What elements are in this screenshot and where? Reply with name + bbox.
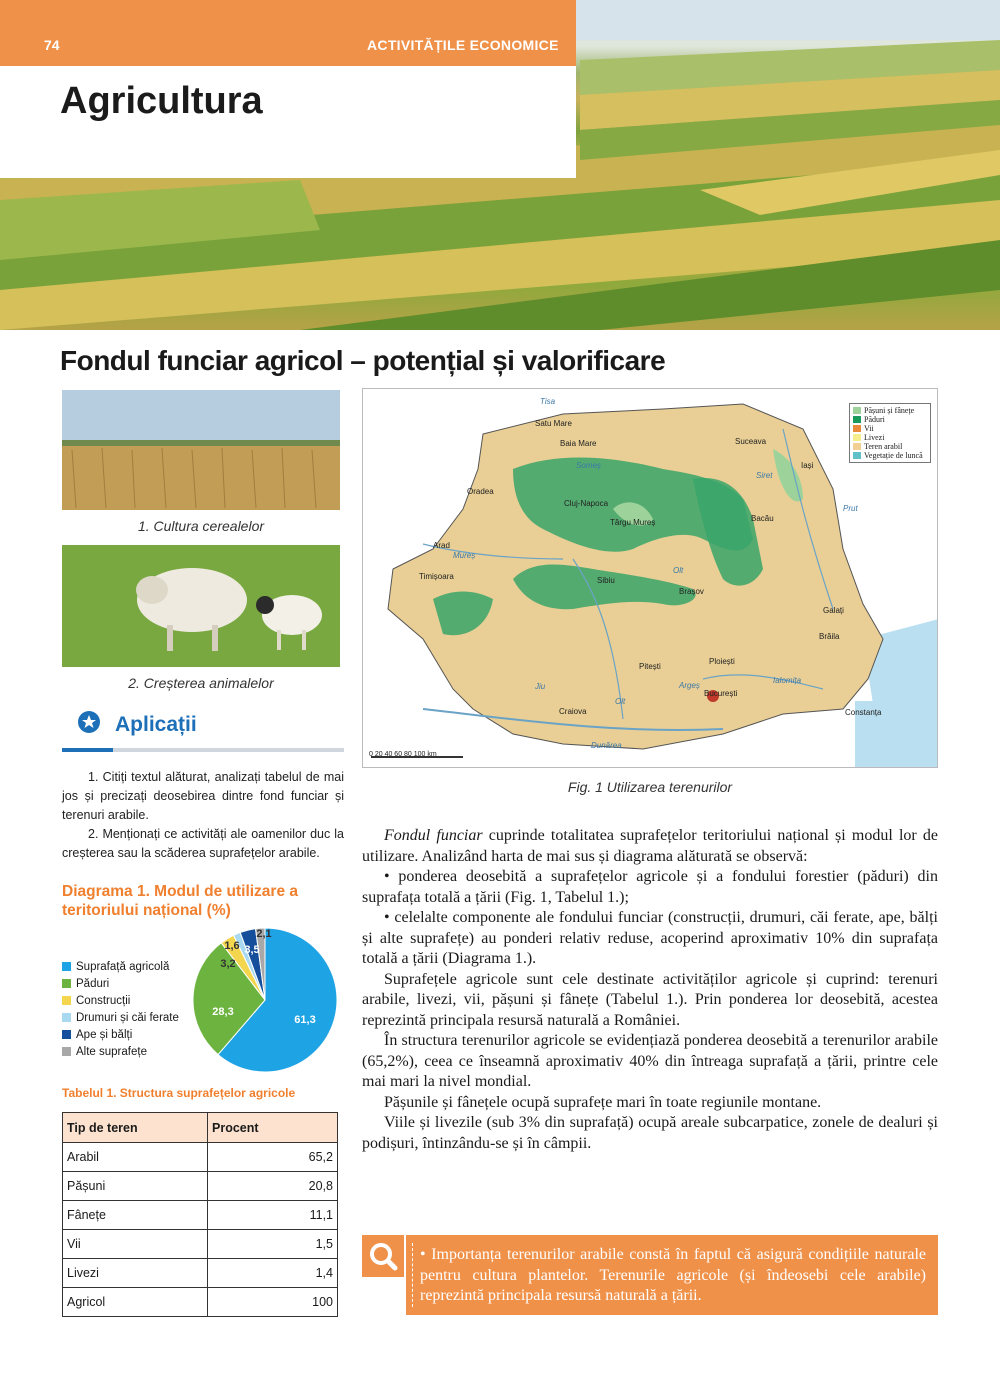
city-label: Constanța — [845, 708, 882, 717]
city-label: Târgu Mureș — [610, 518, 656, 527]
table-row — [63, 1143, 338, 1172]
paragraph-text: cuprinde totalitatea suprafețelor teritoriului național și modul lor de utilizare. Analizând harta de mai sus și diagrama alăturată se observă: — [362, 827, 938, 865]
river-label: Prut — [843, 504, 858, 513]
city-label: Timișoara — [419, 572, 454, 581]
table-cell: 11,1 — [208, 1201, 338, 1230]
table-cell: Fânețe — [63, 1201, 208, 1230]
legend-swatch — [62, 979, 71, 988]
map-legend-label: Vii — [864, 424, 874, 433]
legend-swatch — [62, 1047, 71, 1056]
table-cell: Pășuni — [63, 1172, 208, 1201]
agricultural-table — [62, 1112, 338, 1317]
table-title: Tabelul 1. Structura suprafețelor agricole — [62, 1086, 296, 1100]
table-cell: 1,5 — [208, 1230, 338, 1259]
table-cell: Vii — [63, 1230, 208, 1259]
map-legend-swatch — [853, 407, 861, 414]
paragraph: Suprafețele agricole sunt cele destinate activităților agricole și cuprind: terenuri arabile, livezi, vii, pășuni și fânețe (Tabelul 1.). Prin ponderea lor deosebită, acestea reprezintă principala resursă naturală a României. — [362, 970, 938, 1029]
map-legend — [849, 403, 931, 463]
aplicatii-questions — [62, 768, 344, 863]
paragraph: Pășunile și fânețele ocupă suprafețe mari în toate regiunile montane. — [384, 1093, 822, 1111]
river-label: Dunărea — [591, 741, 622, 750]
star-badge-icon — [78, 711, 100, 733]
table-row — [63, 1288, 338, 1317]
map-legend-item — [853, 451, 927, 460]
city-label: Suceava — [735, 437, 767, 446]
table-cell: Livezi — [63, 1259, 208, 1288]
river-label: Mureș — [453, 551, 476, 560]
pie-value-label: 61,3 — [294, 1014, 316, 1026]
divider — [62, 748, 344, 752]
map-legend-label: Păduri — [864, 415, 885, 424]
pie-value-label: 3,5 — [244, 944, 260, 956]
table-header-row — [63, 1113, 338, 1143]
bullet-paragraph: • ponderea deosebită a suprafețelor agricole și a fondului forestier (păduri) din suprafața totală a țării (Fig. 1, Tabelul 1.); — [362, 868, 938, 906]
map-legend-item — [853, 424, 927, 433]
paragraph — [362, 826, 938, 867]
legend-item — [62, 958, 179, 975]
page-number: 74 — [44, 37, 60, 53]
pie-chart — [190, 925, 340, 1075]
paragraph: În structura terenurilor agricole se evidențiază ponderea deosebită a terenurilor arabile (65,2%), ceea ce înseamnă aproximativ 40% din întreaga suprafață a țării, printre cele mai mari la nivel mondial. — [362, 1032, 938, 1090]
map-legend-label: Livezi — [864, 433, 885, 442]
city-label: Satu Mare — [535, 419, 572, 428]
table-row — [63, 1172, 338, 1201]
bullet-paragraph: • celelalte componente ale fondului funciar (construcții, drumuri, căi ferate, ape, bălți și alte suprafețe) au ponderi relativ reduse, acoperind aproximativ 10% din suprafața totală a țării (Diagrama 1.). — [362, 909, 938, 967]
river-label: Jiu — [535, 682, 546, 691]
pie-value-label: 3,2 — [220, 958, 236, 970]
map-legend-swatch — [853, 425, 861, 432]
legend-swatch — [62, 996, 71, 1005]
city-label: București — [704, 689, 738, 698]
city-label: Craiova — [559, 707, 587, 716]
photo-caption-1: 1. Cultura cerealelor — [137, 518, 265, 534]
city-label: Cluj-Napoca — [564, 499, 609, 508]
header-bar — [0, 0, 576, 66]
legend-label: Construcții — [76, 994, 131, 1007]
river-label: Siret — [756, 471, 773, 480]
legend-label: Drumuri și căi ferate — [76, 1011, 179, 1024]
paragraph: Viile și livezile (sub 3% din suprafață) ocupă areale subcarpatice, zonele de dealuri și podișuri, întinzându-se și în câmpii. — [362, 1114, 938, 1152]
table-cell: 100 — [208, 1288, 338, 1317]
river-label: Argeș — [679, 681, 700, 690]
table-cell: Agricol — [63, 1288, 208, 1317]
map-caption: Fig. 1 Utilizarea terenurilor — [567, 779, 733, 795]
magnifier-icon — [362, 1235, 404, 1277]
map-legend-label: Vegetație de luncă — [864, 451, 923, 460]
pie-value-label: 1,6 — [224, 940, 240, 952]
table-header-cell: Tip de teren — [63, 1113, 208, 1143]
land-use-map — [362, 388, 938, 768]
map-scale: 0 20 40 60 80 100 km — [369, 751, 437, 758]
map-legend-label: Pășuni și fânețe — [864, 406, 915, 415]
wheat-field-photo — [62, 390, 340, 510]
sheep-illustration — [62, 545, 340, 667]
diagram-title: Diagrama 1. Modul de utilizare a teritoriului național (%) — [62, 883, 299, 919]
section-name: ACTIVITĂȚILE ECONOMICE — [367, 37, 559, 53]
river-label: Ialomița — [773, 676, 802, 685]
map-legend-swatch — [853, 416, 861, 423]
legend-item — [62, 975, 179, 992]
main-text — [362, 826, 938, 1154]
legend-swatch — [62, 1030, 71, 1039]
legend-item — [62, 1026, 179, 1043]
page-title: Agricultura — [60, 80, 263, 122]
city-label: Ploiești — [709, 657, 735, 666]
river-label: Someș — [576, 461, 601, 470]
map-legend-item — [853, 415, 927, 424]
aplicatii-title: Aplicații — [115, 713, 197, 736]
wheat-illustration — [62, 390, 340, 510]
legend-label: Ape și bălți — [76, 1028, 133, 1041]
legend-label: Păduri — [76, 977, 110, 990]
map-legend-item — [853, 406, 927, 415]
city-label: Oradea — [467, 487, 494, 496]
table-cell: 1,4 — [208, 1259, 338, 1288]
city-label: Galați — [823, 606, 844, 615]
map-legend-label: Teren arabil — [864, 442, 903, 451]
magnifier-badge — [362, 1235, 404, 1277]
section-subtitle: Fondul funciar agricol – potențial și valorificare — [60, 345, 666, 376]
map-legend-swatch — [853, 443, 861, 450]
legend-label: Suprafață agricolă — [76, 960, 170, 973]
diagram-legend — [62, 958, 179, 1060]
map-legend-item — [853, 442, 927, 451]
city-label: Bacău — [751, 514, 774, 523]
river-label: Olt — [673, 566, 684, 575]
legend-label: Alte suprafețe — [76, 1045, 147, 1058]
star-icon — [78, 711, 100, 733]
legend-swatch — [62, 962, 71, 971]
table-row — [63, 1230, 338, 1259]
header-photo-fields — [0, 0, 1000, 330]
map-legend-item — [853, 433, 927, 442]
river-label: Tisa — [540, 397, 556, 406]
city-label: Baia Mare — [560, 439, 597, 448]
city-label: Brăila — [819, 632, 840, 641]
table-cell: Arabil — [63, 1143, 208, 1172]
legend-swatch — [62, 1013, 71, 1022]
term-emphasis: Fondul funciar — [384, 827, 483, 844]
legend-item — [62, 1043, 179, 1060]
question-2: 2. Menționați ce activități ale oamenilor duc la creșterea sau la scăderea suprafețelor arabile. — [62, 827, 344, 860]
table-row — [63, 1201, 338, 1230]
city-label: Sibiu — [597, 576, 615, 585]
city-label: Iași — [801, 461, 814, 470]
legend-item — [62, 1009, 179, 1026]
table-header-cell: Procent — [208, 1113, 338, 1143]
table-row — [63, 1259, 338, 1288]
sheep-photo — [62, 545, 340, 667]
city-label: Arad — [433, 541, 450, 550]
photo-caption-2: 2. Creșterea animalelor — [128, 675, 274, 691]
city-label: Brașov — [679, 587, 704, 596]
table-cell: 20,8 — [208, 1172, 338, 1201]
map-legend-swatch — [853, 452, 861, 459]
question-1: 1. Citiți textul alăturat, analizați tabelul de mai jos și precizați deosebirea dintre fond funciar și terenuri arabile. — [62, 770, 344, 822]
city-label: Pitești — [639, 662, 661, 671]
river-label: Olt — [615, 697, 626, 706]
highlight-note: • Importanța terenurilor arabile constă în faptul că asigură condițiile naturale pentru cultura plantelor. Terenurile agricole (și îndeosebi cele arabile) reprezintă principala resursă naturală a țării. — [406, 1235, 938, 1315]
pie-value-label: 2,1 — [256, 928, 272, 940]
table-cell: 65,2 — [208, 1143, 338, 1172]
map-legend-swatch — [853, 434, 861, 441]
legend-item — [62, 992, 179, 1009]
pie-value-label: 28,3 — [212, 1006, 234, 1018]
